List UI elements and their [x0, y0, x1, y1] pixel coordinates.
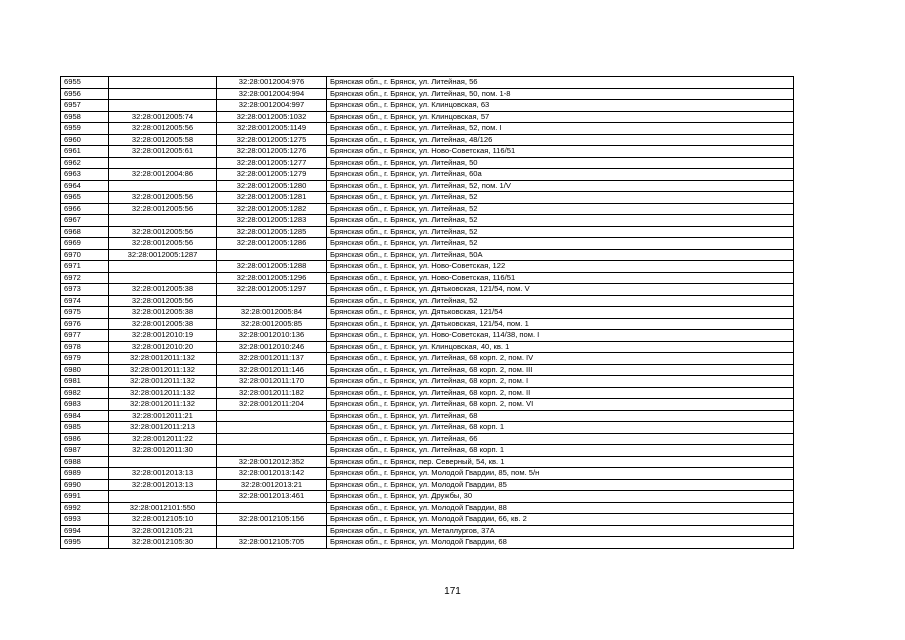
- object-cadastral-number-cell: 32:28:0012105:705: [217, 537, 327, 549]
- row-number-cell: 6976: [61, 318, 109, 330]
- object-cadastral-number-cell: 32:28:0012004:994: [217, 88, 327, 100]
- table-row: [61, 249, 794, 261]
- table-row: [61, 318, 794, 330]
- table-row: [61, 353, 794, 365]
- table-row: [61, 433, 794, 445]
- row-number-cell: 6984: [61, 410, 109, 422]
- row-number-cell: 6980: [61, 364, 109, 376]
- table-row: [61, 341, 794, 353]
- object-cadastral-number-cell: [217, 445, 327, 457]
- land-cadastral-number-cell: 32:28:0012011:132: [109, 376, 217, 388]
- land-cadastral-number-cell: 32:28:0012011:30: [109, 445, 217, 457]
- object-cadastral-number-cell: [217, 433, 327, 445]
- object-cadastral-number-cell: 32:28:0012005:1275: [217, 134, 327, 146]
- row-number-cell: 6974: [61, 295, 109, 307]
- row-number-cell: 6963: [61, 169, 109, 181]
- object-cadastral-number-cell: 32:28:0012005:1288: [217, 261, 327, 273]
- row-number-cell: 6985: [61, 422, 109, 434]
- row-number-cell: 6964: [61, 180, 109, 192]
- land-cadastral-number-cell: 32:28:0012011:132: [109, 399, 217, 411]
- land-cadastral-number-cell: 32:28:0012005:56: [109, 192, 217, 204]
- table-row: [61, 468, 794, 480]
- row-number-cell: 6961: [61, 146, 109, 158]
- land-cadastral-number-cell: 32:28:0012011:22: [109, 433, 217, 445]
- object-cadastral-number-cell: 32:28:0012005:1297: [217, 284, 327, 296]
- address-cell: Брянская обл., г. Брянск, ул. Дятьковская, 121/54, пом. 1: [327, 318, 794, 330]
- table-row: [61, 226, 794, 238]
- row-number-cell: 6988: [61, 456, 109, 468]
- land-cadastral-number-cell: 32:28:0012005:74: [109, 111, 217, 123]
- table-row: [61, 123, 794, 135]
- table-row: [61, 284, 794, 296]
- address-cell: Брянская обл., г. Брянск, ул. Литейная, 68 корп. 2, пом. IV: [327, 353, 794, 365]
- land-cadastral-number-cell: 32:28:0012101:550: [109, 502, 217, 514]
- row-number-cell: 6989: [61, 468, 109, 480]
- object-cadastral-number-cell: 32:28:0012013:21: [217, 479, 327, 491]
- row-number-cell: 6994: [61, 525, 109, 537]
- row-number-cell: 6990: [61, 479, 109, 491]
- object-cadastral-number-cell: 32:28:0012005:1032: [217, 111, 327, 123]
- land-cadastral-number-cell: 32:28:0012005:58: [109, 134, 217, 146]
- table-row: [61, 387, 794, 399]
- row-number-cell: 6972: [61, 272, 109, 284]
- address-cell: Брянская обл., г. Брянск, ул. Литейная, 48/126: [327, 134, 794, 146]
- object-cadastral-number-cell: 32:28:0012005:1281: [217, 192, 327, 204]
- row-number-cell: 6962: [61, 157, 109, 169]
- table-row: [61, 479, 794, 491]
- row-number-cell: 6959: [61, 123, 109, 135]
- address-cell: Брянская обл., г. Брянск, ул. Литейная, 68 корп. 2, пом. I: [327, 376, 794, 388]
- row-number-cell: 6987: [61, 445, 109, 457]
- address-cell: Брянская обл., г. Брянск, ул. Литейная, 52: [327, 238, 794, 250]
- row-number-cell: 6969: [61, 238, 109, 250]
- row-number-cell: 6995: [61, 537, 109, 549]
- object-cadastral-number-cell: 32:28:0012005:1276: [217, 146, 327, 158]
- table-row: [61, 169, 794, 181]
- row-number-cell: 6991: [61, 491, 109, 503]
- table-row: [61, 295, 794, 307]
- address-cell: Брянская обл., г. Брянск, ул. Молодой Гвардии, 66, кв. 2: [327, 514, 794, 526]
- object-cadastral-number-cell: [217, 502, 327, 514]
- row-number-cell: 6981: [61, 376, 109, 388]
- table-row: [61, 514, 794, 526]
- land-cadastral-number-cell: [109, 100, 217, 112]
- address-cell: Брянская обл., г. Брянск, ул. Ново-Советская, 116/51: [327, 272, 794, 284]
- address-cell: Брянская обл., г. Брянск, ул. Дружбы, 30: [327, 491, 794, 503]
- address-cell: Брянская обл., г. Брянск, ул. Ново-Советская, 116/51: [327, 146, 794, 158]
- address-cell: Брянская обл., г. Брянск, ул. Литейная, 52: [327, 226, 794, 238]
- address-cell: Брянская обл., г. Брянск, пер. Северный, 54, кв. 1: [327, 456, 794, 468]
- address-cell: Брянская обл., г. Брянск, ул. Дятьковская, 121/54: [327, 307, 794, 319]
- address-cell: Брянская обл., г. Брянск, ул. Клинцовская, 40, кв. 1: [327, 341, 794, 353]
- object-cadastral-number-cell: 32:28:0012005:85: [217, 318, 327, 330]
- property-table: [60, 76, 794, 549]
- table-row: [61, 410, 794, 422]
- row-number-cell: 6992: [61, 502, 109, 514]
- row-number-cell: 6970: [61, 249, 109, 261]
- land-cadastral-number-cell: 32:28:0012010:20: [109, 341, 217, 353]
- object-cadastral-number-cell: 32:28:0012004:976: [217, 77, 327, 89]
- table-row: [61, 307, 794, 319]
- object-cadastral-number-cell: 32:28:0012005:84: [217, 307, 327, 319]
- land-cadastral-number-cell: 32:28:0012010:19: [109, 330, 217, 342]
- object-cadastral-number-cell: 32:28:0012005:1286: [217, 238, 327, 250]
- address-cell: Брянская обл., г. Брянск, ул. Литейная, 52: [327, 203, 794, 215]
- object-cadastral-number-cell: 32:28:0012005:1279: [217, 169, 327, 181]
- row-number-cell: 6956: [61, 88, 109, 100]
- land-cadastral-number-cell: 32:28:0012005:61: [109, 146, 217, 158]
- row-number-cell: 6966: [61, 203, 109, 215]
- table-row: [61, 203, 794, 215]
- address-cell: Брянская обл., г. Брянск, ул. Молодой Гвардии, 88: [327, 502, 794, 514]
- table-row: [61, 100, 794, 112]
- object-cadastral-number-cell: [217, 422, 327, 434]
- address-cell: Брянская обл., г. Брянск, ул. Ново-Советская, 114/38, пом. I: [327, 330, 794, 342]
- land-cadastral-number-cell: [109, 157, 217, 169]
- land-cadastral-number-cell: 32:28:0012005:38: [109, 318, 217, 330]
- address-cell: Брянская обл., г. Брянск, ул. Литейная, 50А: [327, 249, 794, 261]
- table-row: [61, 364, 794, 376]
- row-number-cell: 6957: [61, 100, 109, 112]
- table-row: [61, 376, 794, 388]
- object-cadastral-number-cell: 32:28:0012105:156: [217, 514, 327, 526]
- address-cell: Брянская обл., г. Брянск, ул. Молодой Гвардии, 68: [327, 537, 794, 549]
- land-cadastral-number-cell: 32:28:0012011:132: [109, 353, 217, 365]
- address-cell: Брянская обл., г. Брянск, ул. Литейная, 68 корп. 2, пом. VI: [327, 399, 794, 411]
- table-row: [61, 146, 794, 158]
- land-cadastral-number-cell: 32:28:0012013:13: [109, 479, 217, 491]
- land-cadastral-number-cell: 32:28:0012011:213: [109, 422, 217, 434]
- address-cell: Брянская обл., г. Брянск, ул. Литейная, 68 корп. 1: [327, 445, 794, 457]
- land-cadastral-number-cell: [109, 88, 217, 100]
- object-cadastral-number-cell: 32:28:0012013:142: [217, 468, 327, 480]
- land-cadastral-number-cell: [109, 261, 217, 273]
- table-row: [61, 445, 794, 457]
- table-row: [61, 88, 794, 100]
- object-cadastral-number-cell: 32:28:0012011:170: [217, 376, 327, 388]
- land-cadastral-number-cell: [109, 456, 217, 468]
- row-number-cell: 6993: [61, 514, 109, 526]
- object-cadastral-number-cell: 32:28:0012005:1282: [217, 203, 327, 215]
- land-cadastral-number-cell: 32:28:0012005:1287: [109, 249, 217, 261]
- object-cadastral-number-cell: 32:28:0012005:1149: [217, 123, 327, 135]
- page-number: 171: [444, 586, 461, 597]
- object-cadastral-number-cell: [217, 249, 327, 261]
- address-cell: Брянская обл., г. Брянск, ул. Литейная, 50, пом. 1-8: [327, 88, 794, 100]
- row-number-cell: 6960: [61, 134, 109, 146]
- row-number-cell: 6978: [61, 341, 109, 353]
- row-number-cell: 6975: [61, 307, 109, 319]
- object-cadastral-number-cell: 32:28:0012005:1280: [217, 180, 327, 192]
- land-cadastral-number-cell: 32:28:0012105:21: [109, 525, 217, 537]
- address-cell: Брянская обл., г. Брянск, ул. Металлургов, 37А: [327, 525, 794, 537]
- address-cell: Брянская обл., г. Брянск, ул. Литейная, 68: [327, 410, 794, 422]
- table-row: [61, 157, 794, 169]
- land-cadastral-number-cell: 32:28:0012105:30: [109, 537, 217, 549]
- row-number-cell: 6982: [61, 387, 109, 399]
- address-cell: Брянская обл., г. Брянск, ул. Литейная, 68 корп. 2, пом. II: [327, 387, 794, 399]
- address-cell: Брянская обл., г. Брянск, ул. Литейная, 52, пом. 1/V: [327, 180, 794, 192]
- table-row: [61, 238, 794, 250]
- land-cadastral-number-cell: 32:28:0012005:56: [109, 123, 217, 135]
- address-cell: Брянская обл., г. Брянск, ул. Литейная, 52: [327, 295, 794, 307]
- address-cell: Брянская обл., г. Брянск, ул. Литейная, 52, пом. I: [327, 123, 794, 135]
- table-row: [61, 422, 794, 434]
- land-cadastral-number-cell: 32:28:0012005:56: [109, 203, 217, 215]
- land-cadastral-number-cell: 32:28:0012011:21: [109, 410, 217, 422]
- address-cell: Брянская обл., г. Брянск, ул. Литейная, 68 корп. 1: [327, 422, 794, 434]
- row-number-cell: 6983: [61, 399, 109, 411]
- address-cell: Брянская обл., г. Брянск, ул. Литейная, 50: [327, 157, 794, 169]
- address-cell: Брянская обл., г. Брянск, ул. Клинцовская, 63: [327, 100, 794, 112]
- table-row: [61, 77, 794, 89]
- address-cell: Брянская обл., г. Брянск, ул. Литейная, 66: [327, 433, 794, 445]
- land-cadastral-number-cell: 32:28:0012011:132: [109, 387, 217, 399]
- table-row: [61, 215, 794, 227]
- table-body: [61, 77, 794, 549]
- land-cadastral-number-cell: 32:28:0012005:56: [109, 295, 217, 307]
- table-row: [61, 134, 794, 146]
- table-row: [61, 261, 794, 273]
- row-number-cell: 6971: [61, 261, 109, 273]
- land-cadastral-number-cell: 32:28:0012004:86: [109, 169, 217, 181]
- row-number-cell: 6967: [61, 215, 109, 227]
- address-cell: Брянская обл., г. Брянск, ул. Литейная, 68 корп. 2, пом. III: [327, 364, 794, 376]
- row-number-cell: 6973: [61, 284, 109, 296]
- object-cadastral-number-cell: [217, 410, 327, 422]
- address-cell: Брянская обл., г. Брянск, ул. Ново-Советская, 122: [327, 261, 794, 273]
- table-row: [61, 537, 794, 549]
- row-number-cell: 6958: [61, 111, 109, 123]
- land-cadastral-number-cell: 32:28:0012005:56: [109, 238, 217, 250]
- row-number-cell: 6977: [61, 330, 109, 342]
- land-cadastral-number-cell: [109, 272, 217, 284]
- land-cadastral-number-cell: [109, 180, 217, 192]
- table-row: [61, 272, 794, 284]
- table-row: [61, 456, 794, 468]
- row-number-cell: 6968: [61, 226, 109, 238]
- object-cadastral-number-cell: 32:28:0012010:136: [217, 330, 327, 342]
- object-cadastral-number-cell: 32:28:0012005:1296: [217, 272, 327, 284]
- object-cadastral-number-cell: 32:28:0012011:146: [217, 364, 327, 376]
- object-cadastral-number-cell: 32:28:0012011:204: [217, 399, 327, 411]
- table-row: [61, 330, 794, 342]
- row-number-cell: 6955: [61, 77, 109, 89]
- table-row: [61, 502, 794, 514]
- row-number-cell: 6979: [61, 353, 109, 365]
- table-row: [61, 525, 794, 537]
- table-row: [61, 180, 794, 192]
- object-cadastral-number-cell: 32:28:0012005:1283: [217, 215, 327, 227]
- row-number-cell: 6965: [61, 192, 109, 204]
- land-cadastral-number-cell: 32:28:0012005:38: [109, 284, 217, 296]
- object-cadastral-number-cell: 32:28:0012011:182: [217, 387, 327, 399]
- object-cadastral-number-cell: 32:28:0012010:246: [217, 341, 327, 353]
- row-number-cell: 6986: [61, 433, 109, 445]
- address-cell: Брянская обл., г. Брянск, ул. Литейная, 52: [327, 192, 794, 204]
- land-cadastral-number-cell: [109, 215, 217, 227]
- table-row: [61, 111, 794, 123]
- land-cadastral-number-cell: [109, 491, 217, 503]
- address-cell: Брянская обл., г. Брянск, ул. Молодой Гвардии, 85, пом. 5/н: [327, 468, 794, 480]
- address-cell: Брянская обл., г. Брянск, ул. Литейная, 52: [327, 215, 794, 227]
- land-cadastral-number-cell: 32:28:0012005:38: [109, 307, 217, 319]
- address-cell: Брянская обл., г. Брянск, ул. Литейная, 56: [327, 77, 794, 89]
- table-row: [61, 399, 794, 411]
- address-cell: Брянская обл., г. Брянск, ул. Дятьковская, 121/54, пом. V: [327, 284, 794, 296]
- land-cadastral-number-cell: 32:28:0012013:13: [109, 468, 217, 480]
- land-cadastral-number-cell: 32:28:0012105:10: [109, 514, 217, 526]
- land-cadastral-number-cell: 32:28:0012005:56: [109, 226, 217, 238]
- object-cadastral-number-cell: [217, 525, 327, 537]
- object-cadastral-number-cell: 32:28:0012005:1285: [217, 226, 327, 238]
- address-cell: Брянская обл., г. Брянск, ул. Молодой Гвардии, 85: [327, 479, 794, 491]
- land-cadastral-number-cell: 32:28:0012011:132: [109, 364, 217, 376]
- table-row: [61, 192, 794, 204]
- object-cadastral-number-cell: 32:28:0012013:461: [217, 491, 327, 503]
- object-cadastral-number-cell: 32:28:0012005:1277: [217, 157, 327, 169]
- address-cell: Брянская обл., г. Брянск, ул. Литейная, 60а: [327, 169, 794, 181]
- object-cadastral-number-cell: 32:28:0012004:997: [217, 100, 327, 112]
- land-cadastral-number-cell: [109, 77, 217, 89]
- object-cadastral-number-cell: 32:28:0012012:352: [217, 456, 327, 468]
- address-cell: Брянская обл., г. Брянск, ул. Клинцовская, 57: [327, 111, 794, 123]
- table-row: [61, 491, 794, 503]
- object-cadastral-number-cell: [217, 295, 327, 307]
- object-cadastral-number-cell: 32:28:0012011:137: [217, 353, 327, 365]
